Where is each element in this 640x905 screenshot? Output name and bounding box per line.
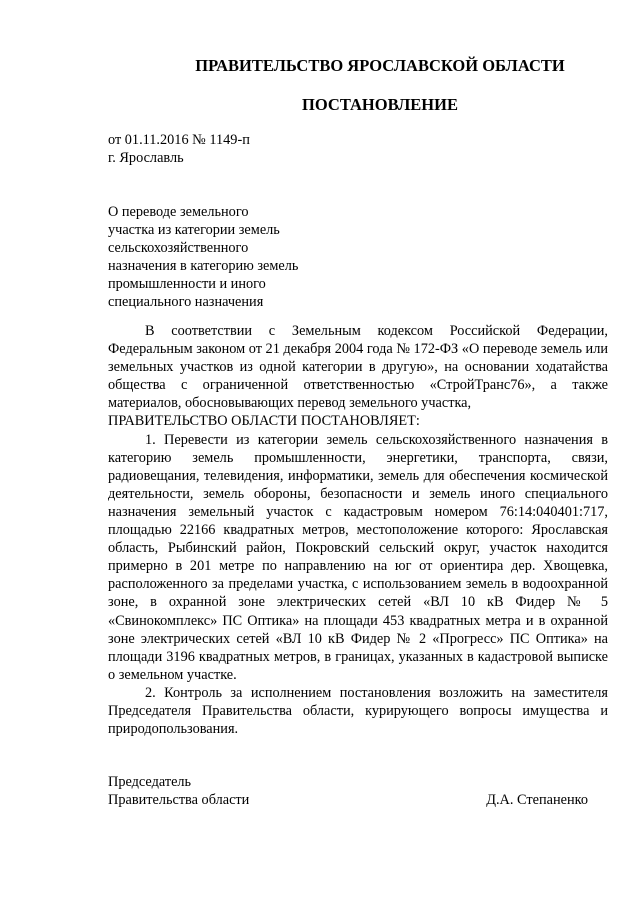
- signer-position-line1: Председатель: [108, 774, 192, 790]
- signature-block: [108, 773, 588, 809]
- item-1-paragraph: 1. Перевести из категории земель сельскохозяйственного назначения в категорию земель промышленности, энергетики, транспорта, связи, радиовещания, телевидения, информатики, земель для обеспечения космической деятельности, земель обороны, безопасности и земель иного специального назначения земельный участок с кадастровым номером 76:14:040401:717, площадью 22166 квадратных метров, местоположение которого: Ярославская область, Рыбинский район, Покровский сельский округ, участок находится примерно в 201 метре по направлению на юг от ориентира дер. Хвощевка, расположенного за пределами участка, с использованием земель в водоохранной зоне, в охранной зоне электрических сетей «ВЛ 10 кВ Фидер № 5 «Свинокомплекс» ПС Оптика» на площади 453 квадратных метра и в охранной зоне электрических сетей «ВЛ 10 кВ Фидер № 2 «Прогресс» ПС Оптика» на площади 3196 квадратных метров, в границах, указанных в кадастровой выписке о земельном участке.: [108, 431, 608, 683]
- signer-name: Д.А. Степаненко: [486, 792, 588, 808]
- item-2-paragraph: 2. Контроль за исполнением постановления возложить на заместителя Председателя Правительства области, курирующего вопросы имущества и природопользования.: [108, 684, 608, 738]
- document-body: [108, 322, 608, 738]
- subject-line: специального назначения: [108, 294, 264, 310]
- signature-row: [108, 791, 588, 809]
- subject-line: О переводе земельного: [108, 204, 249, 220]
- preamble-paragraph: В соответствии с Земельным кодексом Российской Федерации, Федеральным законом от 21 декабря 2004 года № 172-ФЗ «О переводе земель или земельных участков из одной категории в другую», на основании ходатайства общества с ограниченной ответственностью «СтройТранс76», а также материалов, обосновывающих перевод земельного участка,: [108, 323, 608, 412]
- government-title: ПРАВИТЕЛЬСТВО ЯРОСЛАВСКОЙ ОБЛАСТИ: [195, 56, 565, 75]
- date-number: от 01.11.2016 № 1149-п: [108, 132, 250, 148]
- subject-line: сельскохозяйственного: [108, 240, 249, 256]
- document-meta: [108, 131, 250, 167]
- subject-line: промышленности и иного: [108, 276, 266, 292]
- subject-line: назначения в категорию земель: [108, 258, 299, 274]
- signer-position-line2: Правительства области: [108, 792, 250, 808]
- city: г. Ярославль: [108, 150, 184, 166]
- document-type-heading: ПОСТАНОВЛЕНИЕ: [302, 95, 458, 114]
- subject-line: участка из категории земель: [108, 222, 280, 238]
- resolution-statement: ПРАВИТЕЛЬСТВО ОБЛАСТИ ПОСТАНОВЛЯЕТ:: [108, 413, 420, 430]
- document-subject: [108, 203, 298, 311]
